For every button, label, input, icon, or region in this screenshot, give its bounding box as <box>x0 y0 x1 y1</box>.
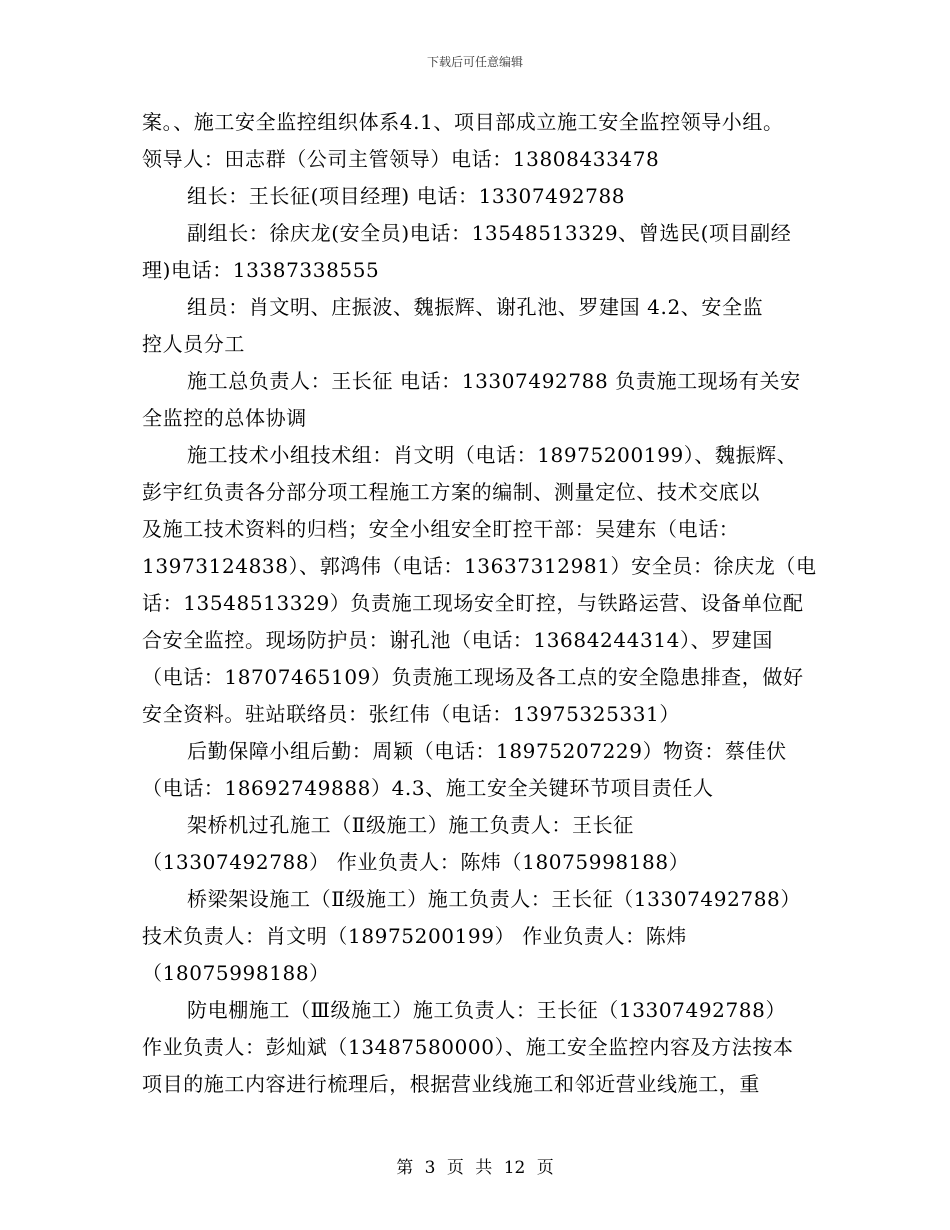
document-body <box>142 104 822 1103</box>
page-footer <box>0 1153 950 1178</box>
text-line: 施工技术小组技术组：肖文明（电话：18975200199）、魏振辉、 <box>187 443 798 467</box>
text-line: 副组长：徐庆龙(安全员)电话：13548513329、曾选民(项目副经 <box>187 221 792 245</box>
text-line: 防电棚施工（Ⅲ级施工）施工负责人：王长征（13307492788） <box>187 998 787 1022</box>
text-line: （电话：18707465109）负责施工现场及各工点的安全隐患排查，做好 <box>142 665 804 689</box>
text-line: 全监控的总体协调 <box>142 406 307 430</box>
text-line: 技术负责人：肖文明（18975200199） 作业负责人：陈炜 <box>142 924 687 948</box>
footer-prefix: 第 <box>396 1158 414 1178</box>
text-line: 后勤保障小组后勤：周颖（电话：18975207229）物资：蔡佳伏 <box>187 739 787 763</box>
footer-page-word: 页 <box>446 1158 464 1178</box>
text-line: 项目的施工内容进行梳理后，根据营业线施工和邻近营业线施工，重 <box>142 1072 760 1096</box>
current-page-number: 3 <box>424 1158 436 1178</box>
text-line: 合安全监控。现场防护员：谢孔池（电话：13684244314）、罗建国 <box>142 628 773 652</box>
text-line: 组员：肖文明、庄振波、魏振辉、谢孔池、罗建国 4.2、安全监 <box>187 295 764 319</box>
text-line: 施工总负责人：王长征 电话：13307492788 负责施工现场有关安 <box>187 369 801 393</box>
text-line: 作业负责人：彭灿斌（13487580000）、施工安全监控内容及方法按本 <box>142 1035 794 1059</box>
text-line: 领导人：田志群（公司主管领导）电话：13808433478 <box>142 147 660 171</box>
text-line: （13307492788） 作业负责人：陈炜（18075998188） <box>142 850 690 874</box>
text-line: 彭宇红负责各分部分项工程施工方案的编制、测量定位、技术交底以 <box>142 480 760 504</box>
text-line: 组长：王长征(项目经理) 电话：13307492788 <box>187 184 626 208</box>
text-line: 案。、施工安全监控组织体系4.1、项目部成立施工安全监控领导小组。 <box>142 110 784 134</box>
text-line: 及施工技术资料的归档；安全小组安全盯控干部：吴建东（电话： <box>142 517 740 541</box>
text-line: 13973124838）、郭鸿伟（电话：13637312981）安全员：徐庆龙（电 <box>142 554 817 578</box>
text-line: 话：13548513329）负责施工现场安全盯控，与铁路运营、设备单位配 <box>142 591 804 615</box>
text-line: 理)电话：13387338555 <box>142 258 380 282</box>
text-line: 架桥机过孔施工（Ⅱ级施工）施工负责人：王长征 <box>187 813 634 837</box>
footer-suffix: 页 <box>536 1158 554 1178</box>
text-line: 控人员分工 <box>142 332 245 356</box>
text-line: 安全资料。驻站联络员：张红伟（电话：13975325331） <box>142 702 680 726</box>
text-line: （18075998188） <box>142 961 330 985</box>
text-line: 桥梁架设施工（Ⅱ级施工）施工负责人：王长征（13307492788） <box>187 887 801 911</box>
page-header: 下载后可任意编辑 <box>426 55 523 69</box>
footer-total-word: 共 <box>475 1158 493 1178</box>
text-line: （电话：18692749888）4.3、施工安全关键环节项目责任人 <box>142 776 714 800</box>
total-page-count: 12 <box>503 1158 526 1178</box>
